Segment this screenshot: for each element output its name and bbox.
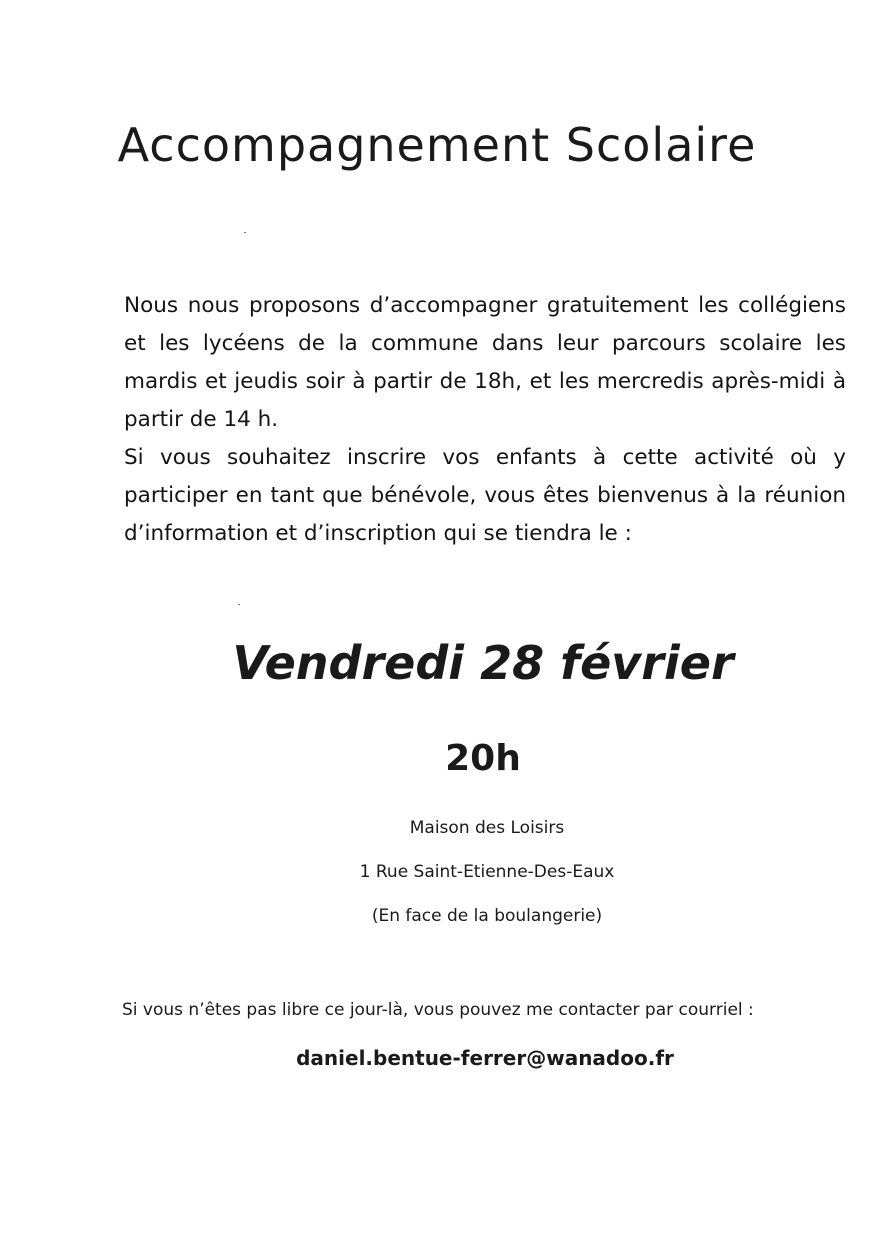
invitation-paragraph: Si vous souhaitez inscrire vos enfants à cette activité où y participer en tant que bénévole, vous êtes bienvenus à la réunion d’information et d’inscription qui se tiendra le :: [124, 445, 846, 546]
contact-text: Si vous n’êtes pas libre ce jour-là, vous pouvez me contacter par courriel :: [122, 1000, 754, 1020]
document-title: Accompagnement Scolaire: [117, 118, 757, 172]
venue-name: Maison des Loisirs: [409, 818, 565, 838]
event-date: Vendredi 28 février: [232, 636, 734, 690]
venue-address: 1 Rue Saint-Etienne-Des-Eaux: [359, 862, 615, 882]
contact-email: daniel.bentue-ferrer@wanadoo.fr: [296, 1046, 674, 1070]
event-time: 20h: [445, 738, 521, 779]
venue-note: (En face de la boulangerie): [371, 906, 603, 926]
scan-speck: [244, 232, 246, 233]
intro-paragraph: Nous nous proposons d’accompagner gratuitement les collégiens et les lycéens de la commune dans leur parcours scolaire les mardis et jeudis soir à partir de 18h, et les mercredis après-midi à partir de 14 h.: [124, 293, 846, 432]
body-text: [124, 287, 846, 553]
scan-speck: [238, 604, 240, 605]
